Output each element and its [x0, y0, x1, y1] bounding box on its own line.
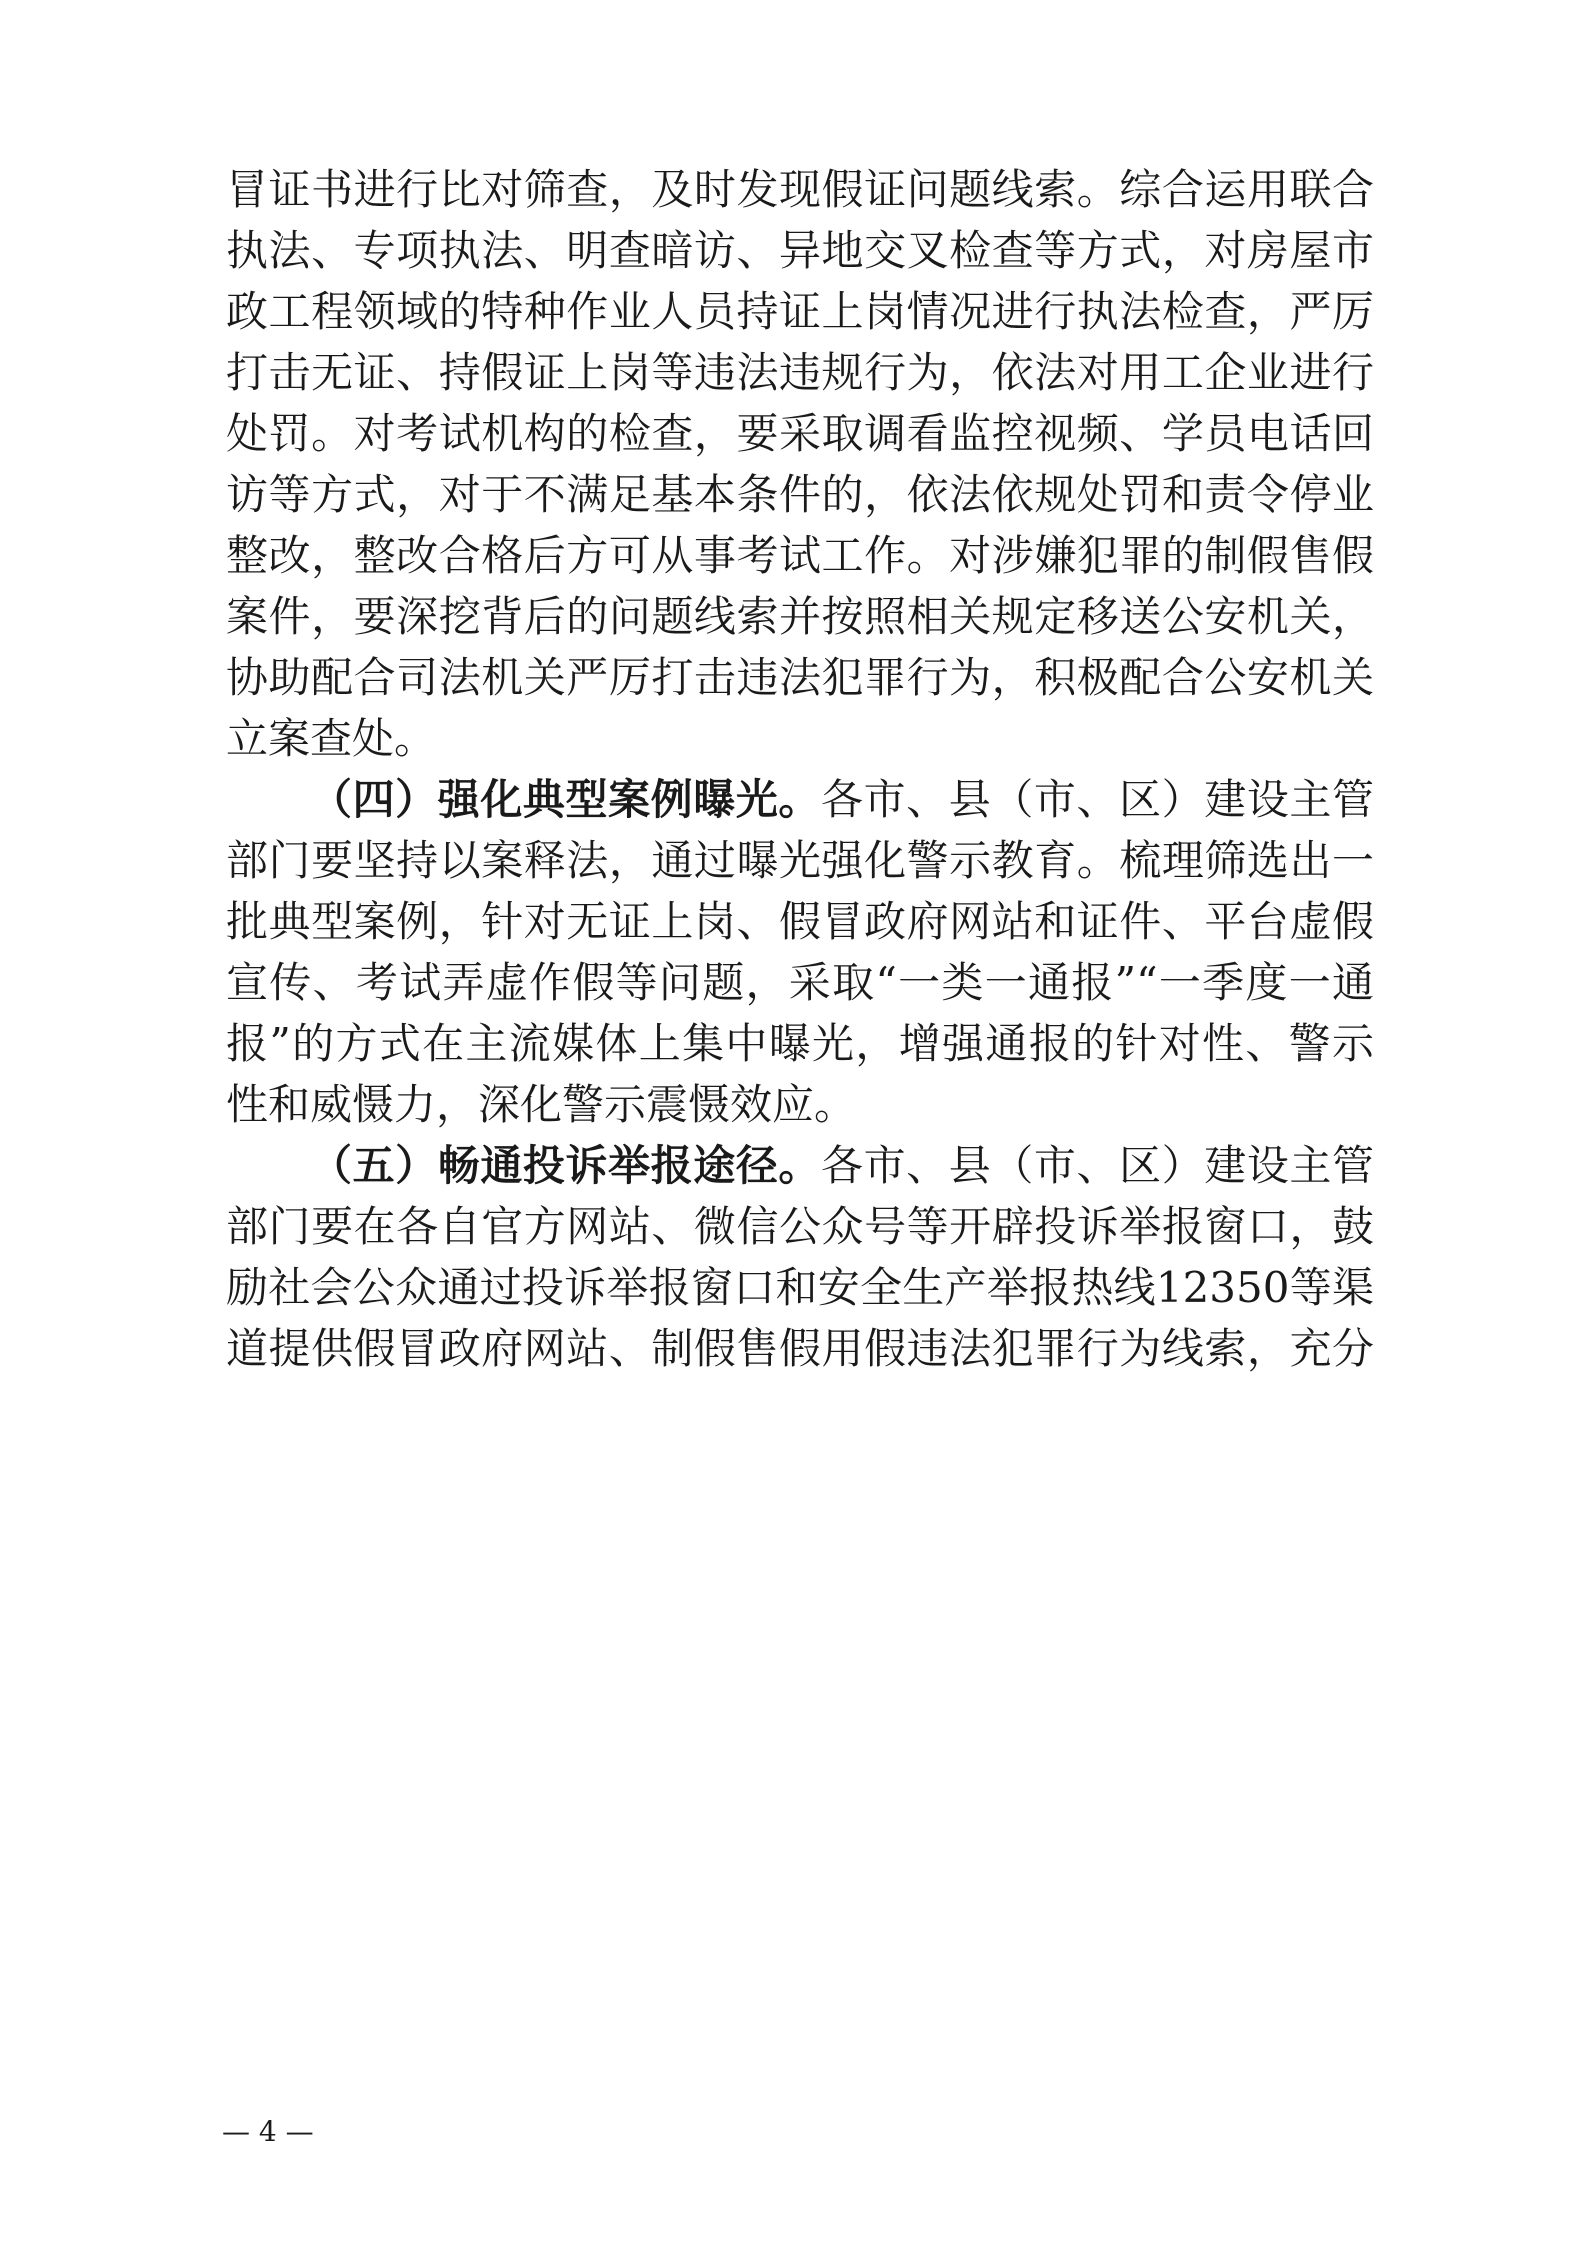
page-number: — 4 — [222, 2115, 314, 2148]
section-4-first-line-text: 各市、县（市、区）建设主管 [821, 775, 1374, 824]
paragraph-line: 报”的方式在主流媒体上集中曝光，增强通报的针对性、警示 [226, 1019, 1374, 1068]
paragraph-line: 整改，整改合格后方可从事考试工作。对涉嫌犯罪的制假售假 [226, 531, 1374, 580]
paragraph-line: 部门要在各自官方网站、微信公众号等开辟投诉举报窗口，鼓 [226, 1202, 1374, 1251]
paragraph-line: 批典型案例，针对无证上岗、假冒政府网站和证件、平台虚假 [226, 897, 1374, 946]
section-5-first-line-text: 各市、县（市、区）建设主管 [821, 1141, 1374, 1190]
paragraph-line: 性和威慑力，深化警示震慑效应。 [226, 1080, 857, 1129]
paragraph-line: 打击无证、持假证上岗等违法违规行为，依法对用工企业进行 [226, 348, 1374, 397]
paragraph-line: 案件，要深挖背后的问题线索并按照相关规定移送公安机关， [226, 592, 1374, 641]
paragraph-line: 处罚。对考试机构的检查，要采取调看监控视频、学员电话回 [226, 409, 1374, 458]
section-5-heading: （五）畅通投诉举报途径。 [310, 1141, 821, 1190]
paragraph-line: 励社会公众通过投诉举报窗口和安全生产举报热线12350等渠 [226, 1263, 1374, 1312]
paragraph-line: 协助配合司法机关严厉打击违法犯罪行为，积极配合公安机关 [226, 653, 1374, 702]
paragraph-line: 道提供假冒政府网站、制假售假用假违法犯罪行为线索，充分 [226, 1324, 1374, 1373]
paragraph-line: 执法、专项执法、明查暗访、异地交叉检查等方式，对房屋市 [226, 226, 1374, 275]
paragraph-line: 部门要坚持以案释法，通过曝光强化警示教育。梳理筛选出一 [226, 836, 1374, 885]
paragraph-line: 政工程领域的特种作业人员持证上岗情况进行执法检查，严厉 [226, 287, 1374, 336]
paragraph-line: 访等方式，对于不满足基本条件的，依法依规处罚和责令停业 [226, 470, 1374, 519]
paragraph-line: 立案查处。 [226, 714, 437, 763]
paragraph-line: 冒证书进行比对筛查，及时发现假证问题线索。综合运用联合 [226, 165, 1374, 214]
paragraph-line: 宣传、考试弄虚作假等问题，采取“一类一通报”“一季度一通 [226, 958, 1374, 1007]
section-4-heading: （四）强化典型案例曝光。 [310, 775, 821, 824]
